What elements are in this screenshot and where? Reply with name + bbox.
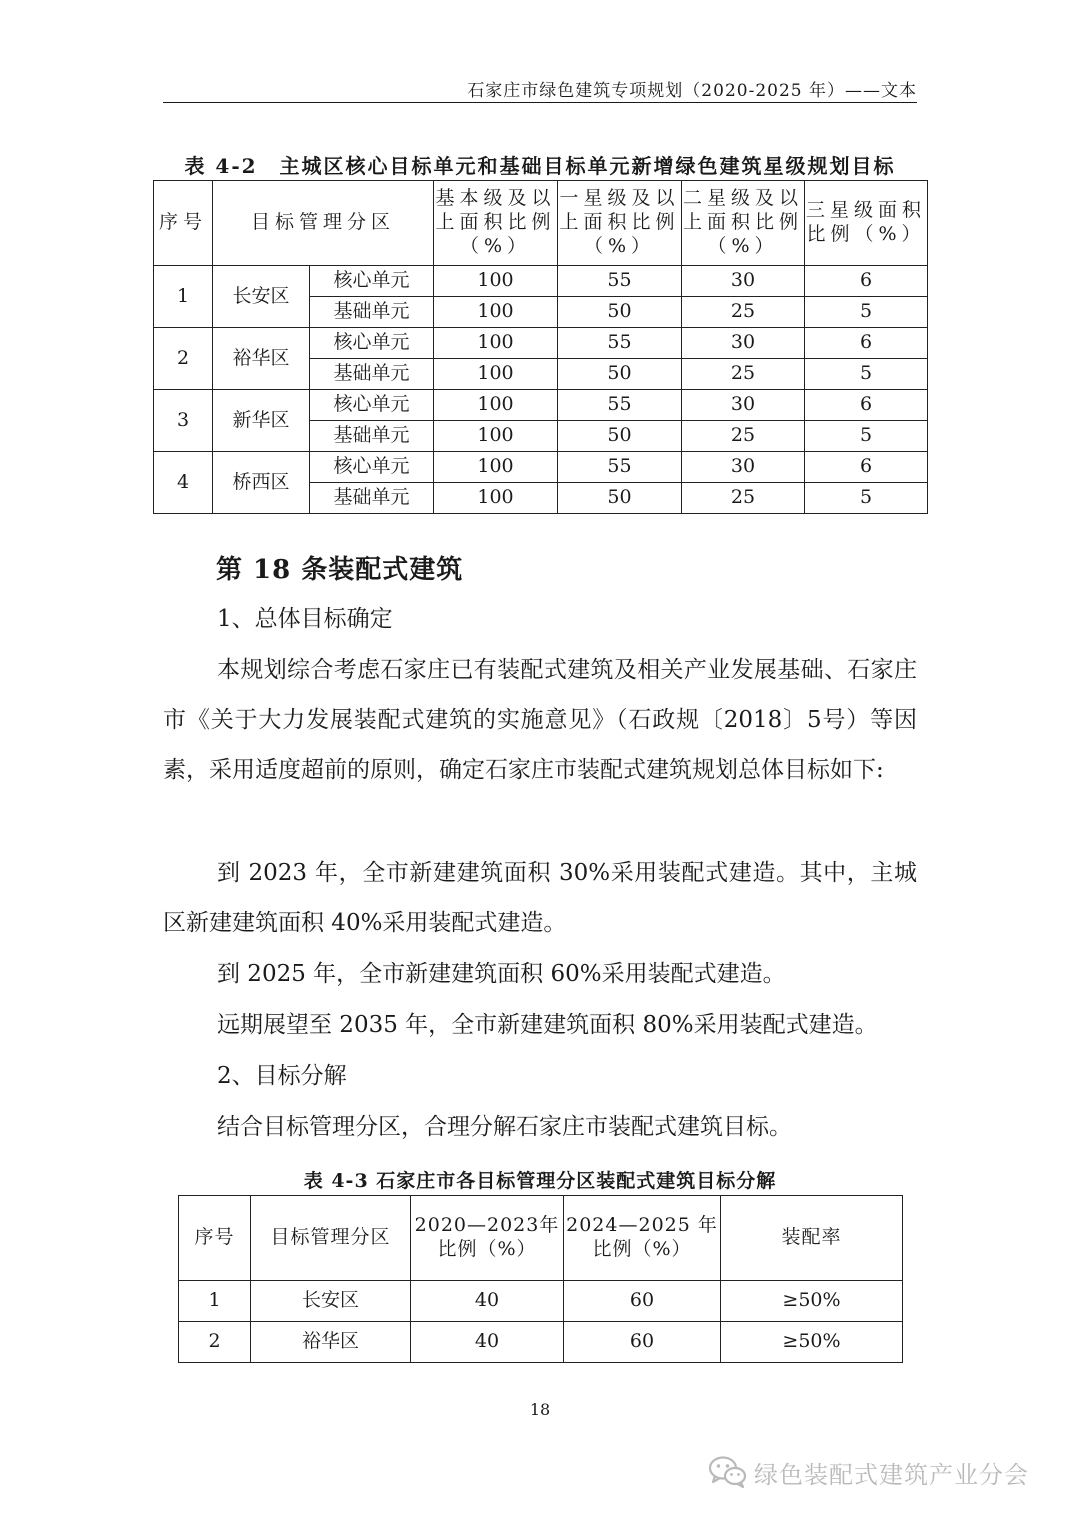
three-star-value: 5 — [805, 483, 928, 514]
subheading-goal-breakdown: 2、目标分解 — [217, 1063, 347, 1089]
row-no: 1 — [154, 266, 213, 328]
three-star-value: 5 — [805, 421, 928, 452]
table-row — [154, 328, 928, 359]
paragraph-overall-goal: 本规划综合考虑石家庄已有装配式建筑及相关产业发展基础、石家庄市《关于大力发展装配式建筑的实施意见》（石政规〔2018〕5号）等因素，采用适度超前的原则，确定石家庄市装配式建筑规划总体目标如下: — [163, 657, 917, 783]
three-star-value: 5 — [805, 297, 928, 328]
unit-type: 基础单元 — [310, 421, 434, 452]
table1-header-district: 目标管理分区 — [213, 181, 434, 266]
row-no: 2 — [154, 328, 213, 390]
table2-header-district: 目标管理分区 — [251, 1196, 411, 1281]
assembly-rate: ≥50% — [721, 1281, 903, 1322]
row-district: 新华区 — [213, 390, 310, 452]
table-row — [154, 390, 928, 421]
row-no: 4 — [154, 452, 213, 514]
wechat-icon — [708, 1455, 748, 1489]
row-no: 1 — [179, 1281, 251, 1322]
row-district: 长安区 — [213, 266, 310, 328]
basic-value: 100 — [434, 421, 558, 452]
two-star-value: 30 — [682, 390, 805, 421]
subheading-overall-goal: 1、总体目标确定 — [217, 606, 393, 632]
two-star-value: 30 — [682, 452, 805, 483]
three-star-value: 6 — [805, 452, 928, 483]
two-star-value: 25 — [682, 421, 805, 452]
page-number: 18 — [529, 1400, 551, 1419]
table1-header-row — [154, 181, 928, 266]
row-district: 裕华区 — [213, 328, 310, 390]
table-row — [154, 266, 928, 297]
unit-type: 核心单元 — [310, 328, 434, 359]
paragraph-goal-breakdown: 结合目标管理分区，合理分解石家庄市装配式建筑目标。 — [217, 1114, 792, 1140]
assembly-rate: ≥50% — [721, 1322, 903, 1363]
table2-header-assembly-rate: 装配率 — [721, 1196, 903, 1281]
basic-value: 100 — [434, 266, 558, 297]
basic-value: 100 — [434, 452, 558, 483]
one-star-value: 55 — [558, 266, 682, 297]
two-star-value: 25 — [682, 359, 805, 390]
basic-value: 100 — [434, 359, 558, 390]
unit-type: 基础单元 — [310, 483, 434, 514]
table1-header-basic: 基本级及以上面积比例（%） — [434, 181, 558, 266]
table2-header-row — [179, 1196, 903, 1281]
row-district: 裕华区 — [251, 1322, 411, 1363]
ratio-2020-2023: 40 — [411, 1322, 564, 1363]
unit-type: 基础单元 — [310, 359, 434, 390]
table2-header-2020-2023: 2020—2023年比例（%） — [411, 1196, 564, 1281]
basic-value: 100 — [434, 328, 558, 359]
one-star-value: 50 — [558, 359, 682, 390]
page-header: 石家庄市绿色建筑专项规划（2020-2025 年）——文本 — [467, 81, 917, 101]
table2-caption: 表 4-3 石家庄市各目标管理分区装配式建筑目标分解 — [303, 1170, 777, 1192]
unit-type: 核心单元 — [310, 452, 434, 483]
header-divider — [163, 102, 917, 103]
two-star-value: 30 — [682, 266, 805, 297]
one-star-value: 55 — [558, 452, 682, 483]
table1-caption: 表 4-2 主城区核心目标单元和基础目标单元新增绿色建筑星级规划目标 — [184, 154, 896, 178]
one-star-value: 50 — [558, 297, 682, 328]
table1-header-no: 序号 — [154, 181, 213, 266]
two-star-value: 30 — [682, 328, 805, 359]
three-star-value: 6 — [805, 390, 928, 421]
section-title: 第 18 条装配式建筑 — [216, 555, 464, 585]
ratio-2024-2025: 60 — [564, 1322, 721, 1363]
two-star-value: 25 — [682, 483, 805, 514]
unit-type: 核心单元 — [310, 266, 434, 297]
ratio-2024-2025: 60 — [564, 1281, 721, 1322]
one-star-value: 50 — [558, 421, 682, 452]
paragraph-2035-goal: 远期展望至 2035 年，全市新建建筑面积 80%采用装配式建造。 — [217, 1012, 878, 1038]
three-star-value: 5 — [805, 359, 928, 390]
one-star-value: 55 — [558, 328, 682, 359]
table2-header-no: 序号 — [179, 1196, 251, 1281]
basic-value: 100 — [434, 390, 558, 421]
paragraph-2025-goal: 到 2025 年，全市新建建筑面积 60%采用装配式建造。 — [217, 961, 786, 987]
unit-type: 基础单元 — [310, 297, 434, 328]
three-star-value: 6 — [805, 266, 928, 297]
paragraph-2023-goal: 到 2023 年，全市新建建筑面积 30%采用装配式建造。其中，主城区新建建筑面积 40%采用装配式建造。 — [163, 860, 917, 936]
basic-value: 100 — [434, 483, 558, 514]
two-star-value: 25 — [682, 297, 805, 328]
row-no: 3 — [154, 390, 213, 452]
three-star-value: 6 — [805, 328, 928, 359]
unit-type: 核心单元 — [310, 390, 434, 421]
one-star-value: 55 — [558, 390, 682, 421]
row-district: 桥西区 — [213, 452, 310, 514]
table1 — [153, 180, 928, 514]
table2-header-2024-2025: 2024—2025 年比例（%） — [564, 1196, 721, 1281]
watermark — [708, 1452, 1029, 1492]
table2 — [178, 1195, 903, 1363]
ratio-2020-2023: 40 — [411, 1281, 564, 1322]
row-no: 2 — [179, 1322, 251, 1363]
table1-header-three-star: 三星级面积比例（%） — [805, 181, 928, 266]
table-row — [154, 452, 928, 483]
one-star-value: 50 — [558, 483, 682, 514]
table-row — [179, 1322, 903, 1363]
watermark-text: 绿色装配式建筑产业分会 — [754, 1460, 1029, 1489]
table1-header-one-star: 一星级及以上面积比例（%） — [558, 181, 682, 266]
table-row — [179, 1281, 903, 1322]
row-district: 长安区 — [251, 1281, 411, 1322]
basic-value: 100 — [434, 297, 558, 328]
table1-header-two-star: 二星级及以上面积比例（%） — [682, 181, 805, 266]
